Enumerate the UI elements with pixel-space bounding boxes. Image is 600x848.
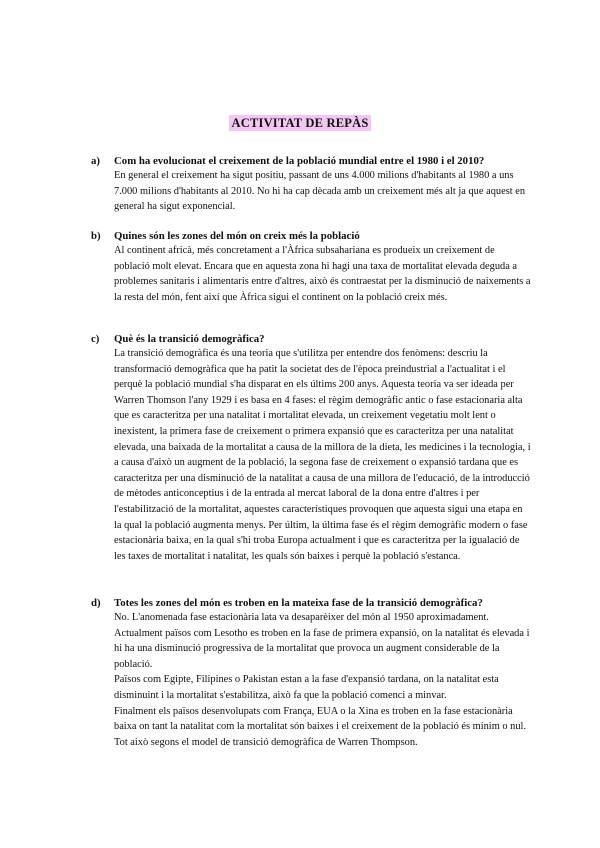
- answer-paragraph: Tot això segons el model de transició demogràfica de Warren Thompson.: [114, 736, 418, 748]
- question-letter: a): [91, 155, 100, 167]
- question-c: [91, 333, 531, 346]
- answer-c: [91, 346, 531, 564]
- question-b: [91, 230, 531, 243]
- answer-paragraph: Finalment els països desenvolupats com França, EUA o la Xina es troben en la fase estacionària baixa on tant la natalitat com la mortalitat són baixes i el creixement de la població és mínim o nul.: [114, 705, 527, 733]
- answer-paragraph: No. L'anomenada fase estacionària lata va desaparèixer del món al 1950 aproximadament. Actualment països com Lesotho es troben en la fase de primera expansió, on la natalitat és elevada i hi ha una disminució progressiva de la mortalitat que provoca un augment considerable de la població.: [114, 612, 530, 670]
- answer-d: [91, 610, 531, 750]
- question-text: Quines són les zones del món on creix més la població: [114, 230, 360, 242]
- question-letter: b): [91, 230, 101, 242]
- question-text: Totes les zones del món es troben en la mateixa fase de la transició demogràfica?: [114, 597, 483, 609]
- section-d: [91, 597, 531, 750]
- question-text: Què és la transició demogràfica?: [114, 333, 265, 345]
- page-title: ACTIVITAT DE REPÀS: [229, 115, 372, 131]
- answer-paragraph: Països com Egipte, Filipines o Pakistan estan a la fase d'expansió tardana, on la natalitat esta disminuint i la mortalitat s'estabilitza, això fa que la població comenci a minvar.: [114, 674, 499, 701]
- answer-paragraph: En general el creixement ha sigut positiu, passant de uns 4.000 milions d'habitants al 1980 a uns 7.000 milions d'habitants al 2010. No hi ha cap dècada amb un creixement més alt ja que aquest en general ha sigut exponencial.: [114, 170, 526, 213]
- question-d: [91, 597, 531, 610]
- section-b: [91, 230, 531, 305]
- question-letter: c): [91, 333, 100, 345]
- answer-a: [91, 168, 531, 215]
- section-a: [91, 155, 531, 215]
- question-text: Com ha evolucionat el creixement de la població mundial entre el 1980 i el 2010?: [114, 155, 485, 167]
- section-c: [91, 333, 531, 564]
- answer-paragraph: La transició demogràfica és una teoria que s'utilitza per entendre dos fenòmens: descriu la transformació demogràfica que ha patit la societat des de l'època preindustrial a l'actualitat i el perquè la població mundial s'ha disparat en els últims 200 anys. Aquesta teoria va ser ideada per Warren Thomson l'any 1929 i es basa en 4 fases: el règim demogràfic antic o fase estacionaria alta que es caracteritza per una natalitat i mortalitat elevada, un creixement vegetatiu molt lent o inexistent, la primera fase de creixement o primera expansió que es caracteritza per una natalitat elevada, una baixada de la mortalitat a causa de la millora de la dieta, les medicines i la tecnologia, i a causa d'això un augment de la població, la segona fase de creixement o expansió tardana que es caracteritza per una disminució de la natalitat a causa de una millora de l'educació, de la introducció de mètodes anticonceptius i de la entrada al mercat laboral de la dona entre d'altres i per l'estabilització de la mortalitat, aquestes característiques provoquen que aquesta sigui una etapa en la qual la població augmenta menys. Per últim, la última fase és el règim demogràfic modern o fase estacionària baixa, en la qual s'hi troba Europa actualment i que es caracteritza per la igualació de les taxes de mortalitat i natalitat, les quals són baixes i perquè la població s'estanca.: [114, 348, 531, 562]
- answer-paragraph: Al continent africà, més concretament a l'Àfrica subsahariana es produeix un creixement de població molt elevat. Encara que en aquesta zona hi hagi una taxa de mortalitat elevada deguda a problemes sanitaris i alimentaris entre d'altres, això és contraestat per la disminució de naixements a la resta del món, fent així que Àfrica sigui el continent on la població creix més.: [114, 245, 531, 303]
- title-wrap: [0, 114, 600, 132]
- question-letter: d): [91, 597, 101, 609]
- answer-b: [91, 243, 531, 305]
- question-a: [91, 155, 531, 168]
